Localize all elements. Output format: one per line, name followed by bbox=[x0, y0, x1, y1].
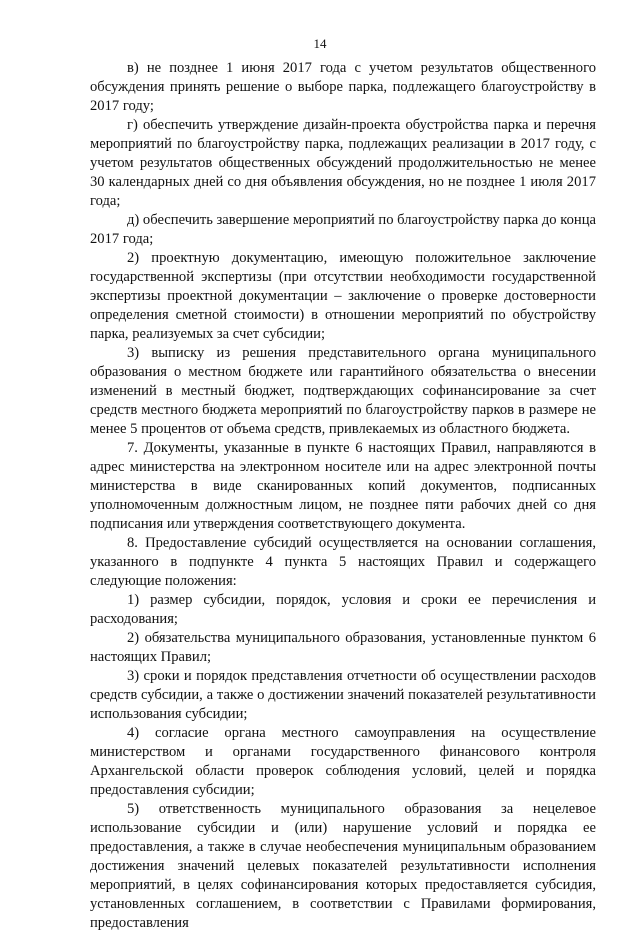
page-number: 14 bbox=[313, 36, 327, 51]
paragraph-d: д) обеспечить завершение мероприятий по благоустройству парка до конца 2017 года; bbox=[90, 212, 596, 247]
paragraph-8-5: 5) ответственность муниципального образования за нецелевое использование субсидии и (или) нарушение условий и порядка ее предоставления, а также в случае необеспечения муниципальным образованием достижения значений целевых показателей результативности исполнения мероприятий, в целях софинансирования которых предоставляется субсидия, установленных соглашением, в соответствии с Правилами формирования, предоставления bbox=[90, 801, 596, 931]
document-body bbox=[90, 59, 596, 933]
paragraph-8: 8. Предоставление субсидий осуществляется на основании соглашения, указанного в подпункте 4 пункта 5 настоящих Правил и содержащего следующие положения: bbox=[90, 535, 596, 589]
paragraph-v: в) не позднее 1 июня 2017 года с учетом результатов общественного обсуждения принять решение о выборе парка, подлежащего благоустройству в 2017 году; bbox=[90, 60, 596, 114]
paragraph-7: 7. Документы, указанные в пункте 6 настоящих Правил, направляются в адрес министерства на электронном носителе или на адрес электронной почты министерства в виде сканированных копий документов, подписанных уполномоченным должностным лицом, не позднее пяти рабочих дней со дня подписания или утверждения соответствующего документа. bbox=[90, 440, 596, 532]
paragraph-8-1: 1) размер субсидии, порядок, условия и сроки ее перечисления и расходования; bbox=[90, 592, 596, 627]
paragraph-2: 2) проектную документацию, имеющую положительное заключение государственной экспертизы (при отсутствии необходимости государственной экспертизы проектной документации – заключение о проверке достоверности определения сметной стоимости) в отношении мероприятий по обустройству парка, реализуемых за счет субсидии; bbox=[90, 250, 596, 342]
paragraph-8-3: 3) сроки и порядок представления отчетности об осуществлении расходов средств субсидии, а также о достижении значений показателей результативности использования субсидии; bbox=[90, 668, 596, 722]
paragraph-8-4: 4) согласие органа местного самоуправления на осуществление министерством и органами государственного финансового контроля Архангельской области проверок соблюдения условий, целей и порядка предоставления субсидии; bbox=[90, 725, 596, 798]
paragraph-3: 3) выписку из решения представительного органа муниципального образования о местном бюджете или гарантийного обязательства о внесении изменений в местный бюджет, подтверждающих софинансирование за счет средств местного бюджета мероприятий по благоустройству парков в размере не менее 5 процентов от объема средств, привлекаемых из областного бюджета. bbox=[90, 345, 596, 437]
paragraph-g: г) обеспечить утверждение дизайн-проекта обустройства парка и перечня мероприятий по благоустройству парка, подлежащих реализации в 2017 году, с учетом результатов общественных обсуждений продолжительностью не менее 30 календарных дней со дня объявления обсуждения, но не позднее 1 июля 2017 года; bbox=[90, 117, 596, 209]
paragraph-8-2: 2) обязательства муниципального образования, установленные пунктом 6 настоящих Правил; bbox=[90, 630, 596, 665]
